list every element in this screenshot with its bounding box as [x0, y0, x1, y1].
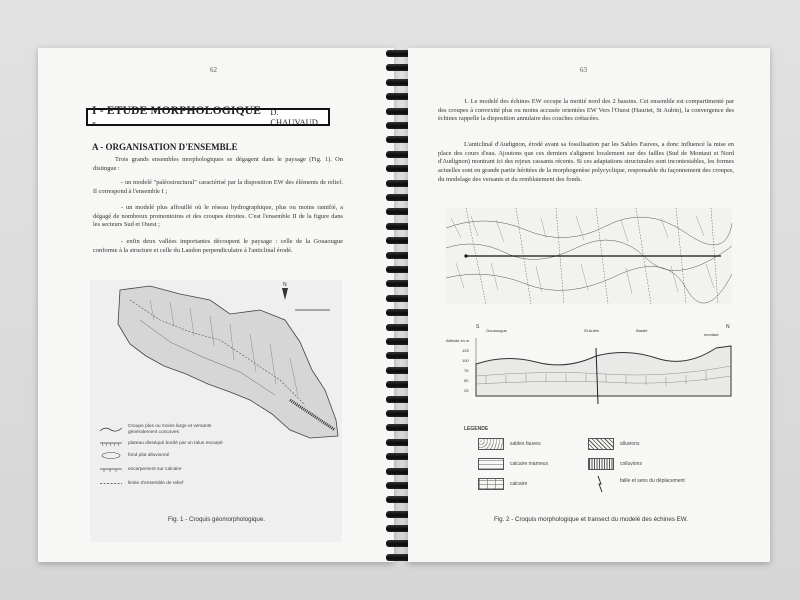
transect-profile	[446, 318, 736, 408]
transect-place-3: Bastet	[636, 328, 648, 333]
legend-text: Croupe plus ou moins large et versants généralement concaves	[128, 424, 212, 435]
transect-s-label: S	[476, 324, 480, 330]
legend-text: plateau disséqué bordé par un talus escarpé	[128, 440, 223, 446]
legend-label: sables fauves	[510, 441, 541, 447]
swatch-calcaire	[478, 478, 504, 490]
legend-item-3	[100, 452, 169, 459]
page-number-right: 63	[580, 66, 587, 74]
transect-place-1: Gouaougue	[486, 328, 507, 333]
paragraph-r2: L'anticlinal d'Audignon, érodé avant sa fossilisation par les Sables Fauves, a donc influencé la mise en place des cours d'eau. Ajoutons que ces derniers s'alignent localement sur des failles (Sud de Montaut et Nord d'Audignon) montrant ici des rejeux cassants récents. Si ces adaptations structurales sont incontestables, les formes actuelles sont en grande partie héritées de la morphogenèse polycyclique, responsable du façonnement des croupes, du modelage des versants et du remblaiement des fonds.	[438, 141, 734, 183]
legend-symbol-fond-plat	[100, 452, 122, 459]
alt-tick: 75	[464, 368, 469, 373]
legend-label: faille et sens du déplacement	[620, 478, 685, 484]
swatch-colluvions	[588, 458, 614, 470]
alt-tick: 125	[462, 348, 469, 353]
geomorph-map	[90, 280, 342, 542]
fault-icon	[594, 476, 606, 492]
legend-item-4	[100, 466, 182, 473]
right-page	[408, 48, 770, 562]
figure-caption-2: Fig. 2 - Croquis morphologique et transect du modelé des échines EW.	[494, 516, 688, 523]
legend-text: escarpement sur calcaire	[128, 466, 182, 472]
legend-symbol-escarpement	[100, 466, 122, 473]
swatch-alluvions	[588, 438, 614, 450]
paragraph-1: Trois grands ensembles morphologiques se dégagent dans le paysage (Fig. 1). On distingue :	[93, 156, 343, 172]
section-heading	[86, 105, 330, 129]
legend-label: calcaire	[510, 481, 528, 487]
svg-text:N: N	[283, 282, 287, 288]
legend-label: colluvions	[620, 461, 642, 467]
transect-place-2: St Aubin	[584, 328, 599, 333]
left-page	[38, 48, 394, 562]
geomorph-map-area	[90, 280, 342, 542]
legend-symbol-plateau	[100, 440, 122, 447]
paragraph-4: - enfin deux vallées importantes découpent le paysage : celle de la Gouaougue conforme à la structure et celle du Laudon perpendiculaire à l'anticlinal érodé.	[93, 238, 343, 254]
legend-label: calcaire marneux	[510, 461, 549, 467]
legend-symbol-croupe	[100, 426, 122, 433]
transect-n-label: N	[726, 324, 730, 330]
alt-tick: 25	[464, 388, 469, 393]
heading-author: D. CHAUVAUD	[270, 107, 318, 127]
paragraph-3: - un modelé plus affouillé où le réseau hydrographique, plus ou moins ramifié, a dégagé de nombreux promontoires et des croupes étroites. C'est l'ensemble II de la figure dans les secteurs Sud et Ouest ;	[93, 204, 343, 229]
morphology-sketch	[446, 208, 732, 304]
subheading: A - ORGANISATION D'ENSEMBLE	[92, 142, 238, 152]
figure-caption-1: Fig. 1 - Croquis géomorphologique.	[168, 516, 265, 523]
heading-title: I - ETUDE MORPHOLOGIQUE -	[92, 105, 262, 129]
legend-text: fond plat alluvionné	[128, 452, 170, 458]
alt-tick: 50	[464, 378, 469, 383]
page-number-left: 62	[210, 66, 217, 74]
legend-item-1	[100, 424, 238, 435]
alt-tick: 100	[462, 358, 469, 363]
transect-altitude-label: Altitude en m	[446, 338, 470, 343]
transect-place-4: montaut	[704, 332, 719, 337]
swatch-calcaire-marneux	[478, 458, 504, 470]
legend-title: LEGENDE	[464, 426, 489, 432]
swatch-sables-fauves	[478, 438, 504, 450]
paragraph-2: - un modelé "paléostructural" caractérisé par la disposition EW des éléments de relief. Il correspond à l'ensemble I ;	[93, 179, 343, 195]
paragraph-r1: 1. Le modelé des échines EW occupe la moitié nord des 2 bassins. Cet ensemble est compartimenté par des croupes à convexité plus ou moins accusée orientées EW Vers l'Ouest (Hauriet, St Aubin), la convergence des échines rappelle la disposition annulaire des couches crétacées.	[438, 98, 734, 123]
legend-item-5	[100, 480, 183, 487]
legend-item-2	[100, 440, 223, 447]
legend-text: limite d'ensemble de relief	[128, 480, 184, 486]
legend-symbol-limite	[100, 480, 122, 487]
legend-label: alluvions	[620, 441, 640, 447]
